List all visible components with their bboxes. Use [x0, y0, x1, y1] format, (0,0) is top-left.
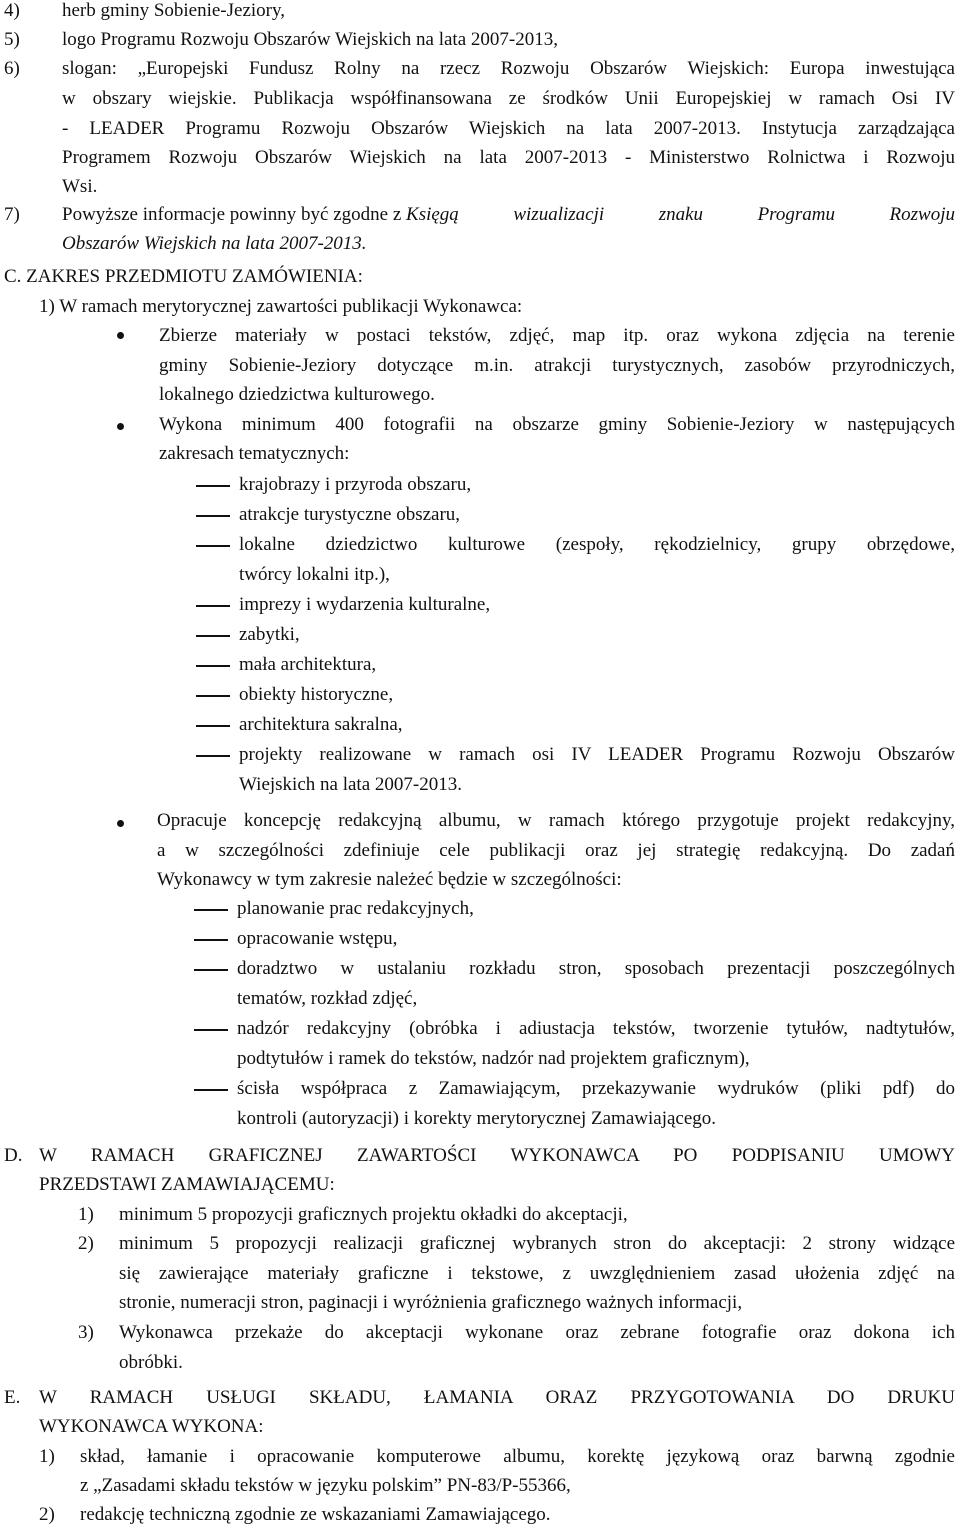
dash-item-text: ścisła współpraca z Zamawiającym, przekazywanie wydruków (pliki pdf) do [237, 1078, 955, 1099]
note-italic: Księgą wizualizacji znaku Programu Rozwoju [406, 204, 955, 225]
dash-icon [196, 485, 230, 487]
list-item-text: stronie, numeracji stron, paginacji i wyróżnienia graficznego ważnych informacji, [119, 1292, 743, 1313]
bullet-text: Opracuje koncepcję redakcyjną albumu, w ramach którego przygotuje projekt redakcyjny, [157, 810, 955, 831]
dash-icon [194, 909, 228, 911]
list-item-text: minimum 5 propozycji realizacji graficznej wybranych stron do akceptacji: 2 strony widzące [119, 1233, 955, 1254]
dash-item-text: kontroli (autoryzacji) i korekty merytorycznej Zamawiającego. [237, 1108, 717, 1129]
dash-item-text: podtytułów i ramek do tekstów, nadzór nad projektem graficznym), [237, 1048, 750, 1069]
section-heading: C. ZAKRES PRZEDMIOTU ZAMÓWIENIA: [4, 266, 363, 287]
list-item-text: minimum 5 propozycji graficznych projektu okładki do akceptacji, [119, 1204, 628, 1225]
bullet-text: zakresach tematycznych: [159, 443, 350, 464]
list-number: 5) [4, 29, 20, 50]
section-heading: W RAMACH USŁUGI SKŁADU, ŁAMANIA ORAZ PRZYGOTOWANIA DO DRUKU [39, 1387, 955, 1408]
list-item-text: Wykonawca przekaże do akceptacji wykonane oraz zebrane fotografie oraz dokona ich [119, 1322, 955, 1343]
dash-icon [196, 665, 230, 667]
list-item-text: redakcję techniczną zgodnie ze wskazaniami Zamawiającego. [80, 1504, 551, 1525]
note-italic: Obszarów Wiejskich na lata 2007-2013. [62, 233, 367, 254]
section-heading: W RAMACH GRAFICZNEJ ZAWARTOŚCI WYKONAWCA PO PODPISANIU UMOWY [39, 1145, 955, 1166]
dash-item-text: opracowanie wstępu, [237, 928, 398, 949]
list-item-text: skład, łamanie i opracowanie komputerowe albumu, korektę językową oraz barwną zgodnie [80, 1446, 955, 1467]
dash-item-text: atrakcje turystyczne obszaru, [239, 504, 461, 525]
list-number: 2) [78, 1233, 94, 1254]
bullet-icon [117, 332, 124, 339]
dash-item-text: krajobrazy i przyroda obszaru, [239, 474, 472, 495]
dash-item-text: lokalne dziedzictwo kulturowe (zespoły, rękodzielnicy, grupy obrzędowe, [239, 534, 955, 555]
dash-icon [196, 515, 230, 517]
dash-item-text: projekty realizowane w ramach osi IV LEADER Programu Rozwoju Obszarów [239, 744, 955, 765]
list-item-text: logo Programu Rozwoju Obszarów Wiejskich na lata 2007-2013, [62, 29, 558, 50]
bullet-text: Zbierze materiały w postaci tekstów, zdjęć, map itp. oraz wykona zdjęcia na terenie [159, 325, 955, 346]
section-heading: WYKONAWCA WYKONA: [39, 1416, 264, 1437]
section-heading: PRZEDSTAWI ZAMAWIAJĄCEMU: [39, 1174, 335, 1195]
bullet-text: Wykonawcy w tym zakresie należeć będzie w szczególności: [157, 869, 622, 890]
dash-icon [196, 725, 230, 727]
bullet-text: a w szczególności zdefiniuje cele publikacji oraz jej strategię redakcyjną. Do zadań [157, 840, 955, 861]
dash-item-text: mała architektura, [239, 654, 377, 675]
dash-item-text: twórcy lokalni itp.), [239, 564, 390, 585]
dash-icon [194, 1089, 228, 1091]
dash-icon [196, 545, 230, 547]
list-item-text: obróbki. [119, 1352, 183, 1373]
list-item-text: herb gminy Sobienie-Jeziory, [62, 0, 286, 21]
list-item-text [62, 200, 955, 230]
list-item-text: Programem Rozwoju Obszarów Wiejskich na lata 2007-2013 - Ministerstwo Rolnictwa i Rozwoju [62, 147, 955, 168]
dash-icon [194, 939, 228, 941]
list-number: 2) [39, 1504, 55, 1525]
section-letter: D. [4, 1145, 23, 1166]
bullet-text: Wykona minimum 400 fotografii na obszarze gminy Sobienie-Jeziory w następujących [159, 414, 955, 435]
dash-item-text: nadzór redakcyjny (obróbka i adiustacja tekstów, tworzenie tytułów, nadtytułów, [237, 1018, 955, 1039]
list-item-text: slogan: „Europejski Fundusz Rolny na rzecz Rozwoju Obszarów Wiejskich: Europa inwestująca [62, 58, 955, 79]
list-number: 6) [4, 58, 20, 79]
dash-item-text: tematów, rozkład zdjęć, [237, 988, 418, 1009]
dash-item-text: doradztwo w ustalaniu rozkładu stron, sposobach prezentacji poszczególnych [237, 958, 955, 979]
bullet-text: lokalnego dziedzictwa kulturowego. [159, 384, 435, 405]
dash-item-text: zabytki, [239, 624, 300, 645]
dash-item-text: Wiejskich na lata 2007-2013. [239, 774, 462, 795]
dash-icon [194, 969, 228, 971]
note-text: Powyższe informacje powinny być zgodne z [62, 204, 407, 225]
list-item-text: z „Zasadami składu tekstów w języku polskim” PN-83/P-55366, [80, 1475, 571, 1496]
list-item-text: - LEADER Programu Rozwoju Obszarów Wiejskich na lata 2007-2013. Instytucja zarządzająca [62, 118, 955, 139]
dash-item-text: imprezy i wydarzenia kulturalne, [239, 594, 491, 615]
dash-icon [196, 755, 230, 757]
list-item-text: w obszary wiejskie. Publikacja współfinansowana ze środków Unii Europejskiej w ramach Osi IV [62, 88, 955, 109]
bullet-icon [117, 820, 124, 827]
bullet-text: gminy Sobienie-Jeziory dotyczące m.in. atrakcji turystycznych, zasobów przyrodniczych, [159, 355, 955, 376]
list-number: 4) [4, 0, 20, 21]
list-item-text: 1) W ramach merytorycznej zawartości publikacji Wykonawca: [39, 296, 523, 317]
dash-item-text: planowanie prac redakcyjnych, [237, 898, 474, 919]
list-item-text: Wsi. [62, 176, 98, 197]
dash-icon [196, 635, 230, 637]
dash-icon [196, 695, 230, 697]
list-number: 1) [39, 1446, 55, 1467]
list-number: 1) [78, 1204, 94, 1225]
dash-item-text: architektura sakralna, [239, 714, 403, 735]
list-number: 3) [78, 1322, 94, 1343]
section-letter: E. [4, 1387, 21, 1408]
dash-icon [194, 1029, 228, 1031]
list-item-text: się zawierające materiały graficzne i tekstowe, z uwzględnieniem zasad ułożenia zdjęć na [119, 1263, 955, 1284]
list-number: 7) [4, 204, 20, 225]
dash-item-text: obiekty historyczne, [239, 684, 394, 705]
dash-icon [196, 605, 230, 607]
bullet-icon [117, 423, 124, 430]
